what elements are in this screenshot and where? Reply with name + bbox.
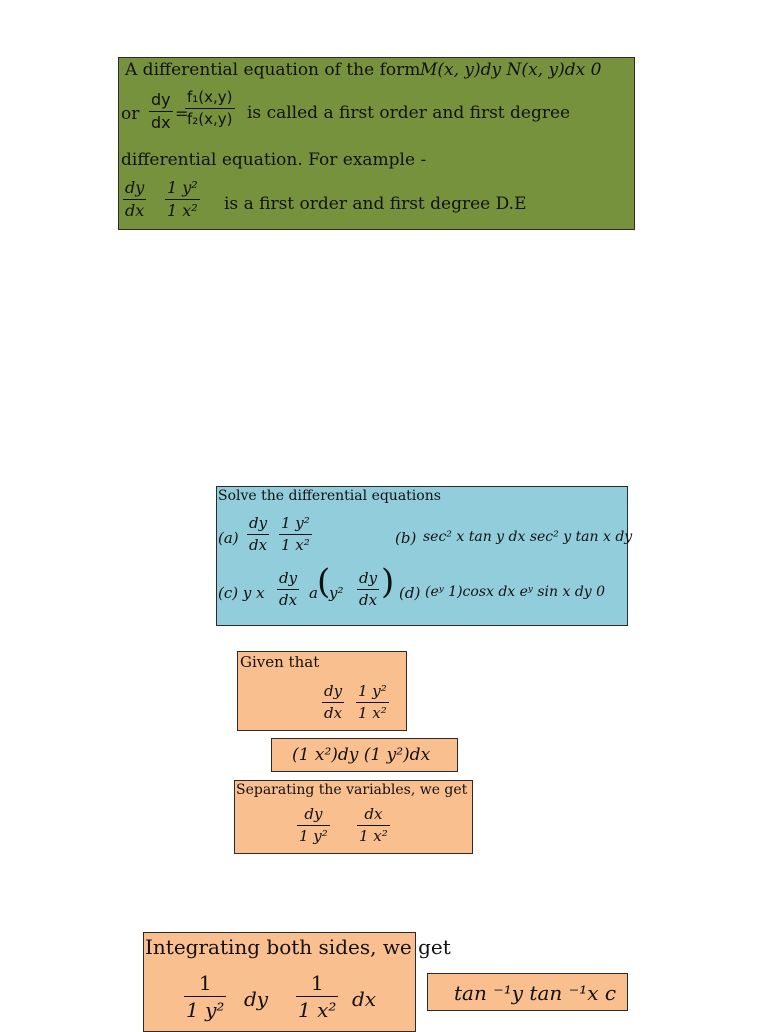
exercise-c-frac1: $\frac{dy}{dx}$: [279, 569, 298, 609]
given-fraction-right: $\frac{\text{1 y²}}{\text{1 x²}}$: [358, 682, 387, 722]
ratio-equals: =: [175, 104, 189, 123]
separate-fraction-right: $\frac{dx}{\text{1 x²}}$: [359, 805, 388, 845]
given-box: [237, 651, 407, 731]
left-paren: (: [317, 562, 331, 602]
exercise-c-a: a: [309, 584, 318, 602]
definition-line2: is called a first order and first degree: [247, 103, 571, 123]
separate-title: Separating the variables, we get: [236, 782, 468, 798]
separate-box: [234, 780, 473, 854]
exercise-b-label: (b): [395, 529, 417, 547]
exercise-d-expr: (eʸ 1)cosx dx eʸ sin x dy 0: [425, 584, 606, 600]
integrate-dx: dx: [352, 987, 377, 1011]
exercise-c-frac2: $\frac{dy}{dx}$: [359, 569, 378, 609]
definition-line3: differential equation. For example -: [121, 150, 427, 170]
example-fraction-right: $\frac{\text{1 y²}}{\text{1 x²}}$: [167, 178, 198, 220]
cross-multiply-expr: (1 x²)dy (1 y²)dx: [292, 745, 431, 765]
definition-line4: is a first order and first degree D.E: [224, 194, 527, 214]
integrate-fraction-left: $\frac{1}{\text{1 y²}}$: [186, 971, 225, 1022]
exercise-d-label: (d): [399, 584, 421, 602]
integrate-fraction-right: $\frac{1}{\text{1 x²}}$: [298, 971, 337, 1022]
integrate-title: Integrating both sides, we get: [145, 935, 451, 959]
result-box: [427, 973, 628, 1011]
exercise-b-expr: sec² x tan y dx sec² y tan x dy: [423, 529, 633, 545]
cross-multiply-box: [271, 738, 458, 772]
integrate-dy: dy: [244, 987, 269, 1011]
result-expr: tan ⁻¹y tan ⁻¹x c: [454, 981, 617, 1005]
definition-box: [118, 57, 635, 230]
definition-line1: A differential equation of the form: [125, 60, 421, 80]
exercise-a-right: $\frac{\text{1 y²}}{\text{1 x²}}$: [281, 514, 310, 554]
or-label: or: [121, 104, 140, 124]
ratio-fraction: $\frac{dy}{dx}$: [151, 90, 171, 132]
exercise-a-label: (a): [218, 529, 239, 547]
separate-fraction-left: $\frac{dy}{\text{1 y²}}$: [299, 805, 328, 845]
integrate-box: [143, 932, 451, 1032]
exercise-title: Solve the differential equations: [218, 488, 441, 504]
exercise-a-left: $\frac{dy}{dx}$: [249, 514, 268, 554]
exercise-c-label: (c) y x: [218, 584, 265, 602]
given-fraction-left: $\frac{dy}{dx}$: [324, 682, 343, 722]
right-paren: ): [381, 562, 395, 602]
f-ratio-fraction: $\frac{\text{f₁(x,y)}}{\text{f₂(x,y)}}$: [187, 88, 233, 128]
given-title: Given that: [240, 653, 320, 671]
exercise-c-y2: y²: [329, 584, 344, 602]
example-fraction-left: $\frac{dy}{dx}$: [125, 178, 145, 220]
exercise-box: [216, 486, 633, 626]
definition-line1-math: M(x, y)dy N(x, y)dx 0: [420, 60, 602, 80]
